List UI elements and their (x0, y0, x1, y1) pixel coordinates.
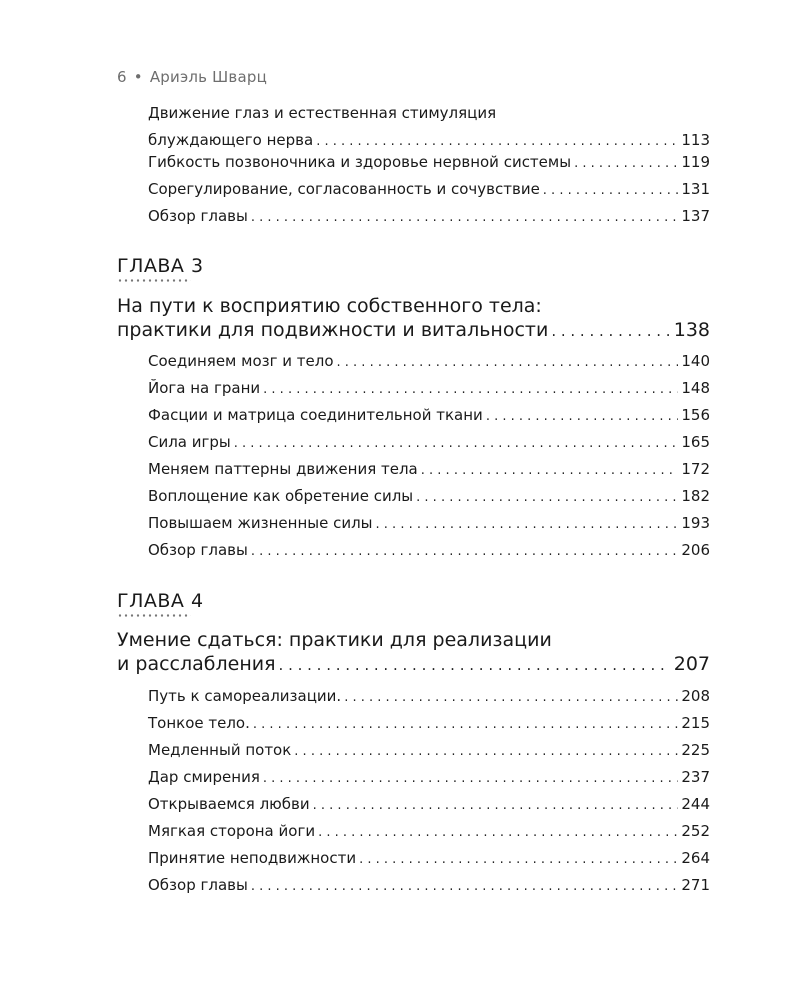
toc-entry-page: 165 (681, 433, 710, 451)
chapter-dotted-rule (117, 614, 191, 617)
toc-entry-text: Тонкое тело. (148, 714, 250, 732)
chapter-title-line2: и расслабления (117, 653, 276, 675)
toc-entry-page: 193 (681, 514, 710, 532)
toc-entry-text: Сила игры (148, 433, 231, 451)
toc-entry[interactable] (148, 768, 710, 788)
chapter-page: 138 (673, 319, 710, 341)
leader-dots (234, 435, 679, 453)
toc-entry[interactable] (148, 379, 710, 399)
toc-entry-page: 252 (681, 822, 710, 840)
chapter-title-line2: практики для подвижности и витальности (117, 319, 549, 341)
toc-entry-text: Обзор главы (148, 541, 248, 559)
toc-entry-text-line2: блуждающего нерва (148, 131, 314, 149)
toc-entry-page: 148 (681, 379, 710, 397)
toc-entry-page: 215 (681, 714, 710, 732)
chapter-page: 207 (673, 653, 710, 675)
toc-entry-text: Дар смирения (148, 768, 260, 786)
toc-entry-page: 271 (681, 876, 710, 894)
leader-dots (337, 354, 679, 372)
toc-entry-page: 237 (681, 768, 710, 786)
toc-entry[interactable] (148, 822, 710, 842)
author-name: Ариэль Шварц (149, 68, 267, 86)
leader-dots (551, 319, 670, 343)
leader-dots (253, 716, 678, 734)
chapter-label: ГЛАВА 4 (117, 590, 204, 612)
toc-entry-text: Меняем паттерны движения тела (148, 460, 418, 478)
leader-dots (263, 381, 678, 399)
toc-entry[interactable] (148, 714, 710, 734)
toc-entry-text: Мягкая сторона йоги (148, 822, 316, 840)
toc-entry[interactable] (148, 741, 710, 761)
toc-entry-text: Сорегулирование, согласованность и сочувствие (148, 180, 540, 198)
toc-entry-page: 182 (681, 487, 710, 505)
page-number: 6 (117, 68, 127, 86)
running-head (117, 68, 267, 86)
leader-dots (344, 689, 678, 707)
leader-dots (543, 182, 679, 200)
leader-dots (421, 462, 679, 480)
toc-entry[interactable] (148, 207, 710, 227)
toc-entry[interactable] (148, 460, 710, 480)
toc-entry[interactable] (148, 849, 710, 869)
leader-dots (318, 824, 678, 842)
leader-dots (313, 797, 679, 815)
toc-entry-text: Обзор главы (148, 207, 248, 225)
toc-entry-page: 208 (681, 687, 710, 705)
toc-entry[interactable] (148, 433, 710, 453)
chapter-title[interactable] (117, 294, 710, 343)
toc-entry[interactable] (148, 487, 710, 507)
toc-entry[interactable] (148, 406, 710, 426)
toc-entry-page: 225 (681, 741, 710, 759)
toc-entry[interactable] (148, 180, 710, 200)
leader-dots (251, 209, 679, 227)
leader-dots (486, 408, 679, 426)
chapter-title-line (117, 652, 710, 677)
toc-entry-page: 264 (681, 849, 710, 867)
leader-dots (263, 770, 679, 788)
chapter-title-line (117, 318, 710, 343)
leader-dots (316, 133, 678, 151)
toc-entry-page: 119 (681, 153, 710, 171)
toc-entry-line (148, 131, 710, 151)
toc-entry[interactable] (148, 687, 710, 707)
leader-dots (279, 653, 671, 677)
toc-entry[interactable] (148, 153, 710, 173)
toc-entry-text: Воплощение как обретение силы (148, 487, 414, 505)
chapter-dotted-rule (117, 279, 191, 282)
toc-entry-page: 137 (681, 207, 710, 225)
leader-dots (251, 878, 679, 896)
leader-dots (574, 155, 678, 173)
toc-entry-text: Фасции и матрица соединительной ткани (148, 406, 483, 424)
chapter-title-line1: Умение сдаться: практики для реализации (117, 629, 552, 651)
toc-entry-text: Медленный поток (148, 741, 292, 759)
toc-entry[interactable] (148, 876, 710, 896)
chapter-label: ГЛАВА 3 (117, 255, 204, 277)
separator-bullet: • (133, 68, 143, 86)
leader-dots (416, 489, 678, 507)
toc-entry-page: 206 (681, 541, 710, 559)
toc-entry-text: Открываемся любви (148, 795, 310, 813)
toc-entry[interactable] (148, 514, 710, 534)
toc-entry[interactable] (148, 541, 710, 561)
leader-dots (251, 543, 679, 561)
toc-entry-page: 156 (681, 406, 710, 424)
leader-dots (376, 516, 679, 534)
toc-entry-page: 140 (681, 352, 710, 370)
toc-entry[interactable] (148, 352, 710, 372)
leader-dots (294, 743, 678, 761)
toc-entry[interactable] (148, 795, 710, 815)
chapter-title[interactable] (117, 628, 710, 677)
leader-dots (359, 851, 678, 869)
toc-entry-text: Путь к самореализации. (148, 687, 342, 705)
toc-entry-text-line1: Движение глаз и естественная стимуляция (148, 104, 497, 122)
toc-entry-page: 172 (681, 460, 710, 478)
toc-entry-page: 113 (681, 131, 710, 149)
toc-entry-text: Обзор главы (148, 876, 248, 894)
toc-entry[interactable] (148, 104, 710, 151)
toc-entry-text: Гибкость позвоночника и здоровье нервной системы (148, 153, 572, 171)
chapter-title-line1: На пути к восприятию собственного тела: (117, 295, 542, 317)
toc-entry-text: Соединяем мозг и тело (148, 352, 334, 370)
toc-entry-text: Повышаем жизненные силы (148, 514, 373, 532)
toc-entry-page: 244 (681, 795, 710, 813)
toc-entry-text: Принятие неподвижности (148, 849, 357, 867)
toc-entry-page: 131 (681, 180, 710, 198)
toc-entry-text: Йога на грани (148, 379, 261, 397)
